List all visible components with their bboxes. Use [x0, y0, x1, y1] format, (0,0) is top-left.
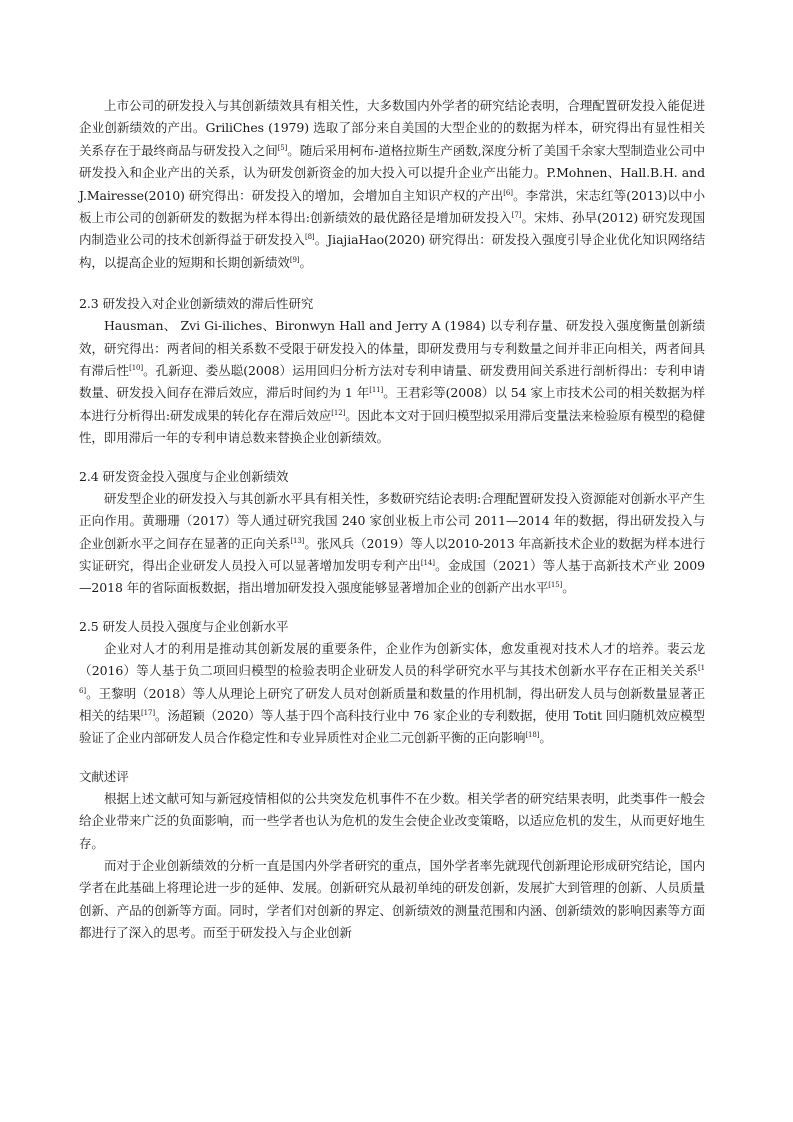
citation-ref: [14] — [420, 558, 435, 567]
citation-ref: [5] — [277, 143, 288, 152]
section-heading-2-3: 2.3 研发投入对企业创新绩效的滞后性研究 — [79, 296, 314, 312]
text-run: 。李常洪，宋志红等(2013)以中小板上市公司的创新研发的数据为样本得出:创新绩效的最优路径是增加研发投入 — [79, 187, 705, 226]
text-run: 。金成国（2021）等人基于高新技术产业 2009—2018 年的省际面板数据，指出增加研发投入强度能够显著增加企业的创新产出水平 — [79, 557, 705, 596]
text-run: 而对于企业创新绩效的分析一直是国内外学者研究的重点，国外学者率先就现代创新理论形成研究结论，国内学者在此基础上将理论进一步的延伸、发展。创新研究从最初单纯的研发创新，发展扩大到管理的创新、人员质量创新、产品的创新等方面。同时，学者们对创新的界定、创新绩效的测量范围和内涵、创新绩效的影响因素等方面都进行了深入的思考。而至于研发投入与企业创新 — [79, 857, 705, 941]
paragraph-review-2 — [79, 855, 705, 945]
text-run: 。汤超颖（2020）等人基于四个高科技行业中 76 家企业的专利数据，使用 Totit 回归随机效应模型验证了企业内部研发人员合作稳定性和专业异质性对企业二元创新平衡的正向影响 — [79, 707, 705, 746]
text-run: 上市公司的研发投入与其创新绩效具有相关性，大多数国内外学者的研究结论表明，合理配置研发投入能促进企业创新绩效的产出。GriliChes (1979) 选取了部分来自美国的大型企业的的数据为样本，研究得出有显性相关关系存在于最终商品与研发投入之间 — [79, 98, 705, 158]
citation-ref: [18] — [525, 731, 540, 740]
citation-ref: [9] — [289, 255, 300, 264]
paragraph-section-2-5 — [79, 638, 705, 750]
paragraph-section-2-4 — [79, 488, 705, 600]
section-heading-review: 文献述评 — [79, 768, 129, 784]
text-run: 。随后采用柯布-道格拉斯生产函数,深度分析了美国千余家大型制造业公司中研发投入和企业产出的关系，认为研发创新资金的加大投入可以提升企业产出能力。P.Mohnen、Hall.B.H. and J.Mairesse(2010) 研究得出：研发投入的增加，会增加自主知识产权的产出 — [79, 142, 706, 203]
citation-ref: [12] — [331, 408, 346, 417]
citation-ref: [15] — [548, 581, 563, 590]
citation-ref: [16] — [79, 664, 705, 695]
text-run: 根据上述文献可知与新冠疫情相似的公共突发危机事件不在少数。相关学者的研究结果表明，此类事件一般会给企业带来广泛的负面影响，而一些学者也认为危机的发生会使企业改变策略，以适应危机的发生，从而更好地生存。 — [79, 790, 705, 851]
citation-ref: [13] — [290, 536, 305, 545]
text-run: 。张风兵（2019）等人以2010-2013 年高新技术企业的数据为样本进行实证研究，得出企业研发人员投入可以显著增加发明专利产出 — [79, 535, 705, 573]
text-run: 。因此本文对于回归模型拟采用滞后变量法来检验原有模型的稳健性，即用滞后一年的专利申请总数来替换企业创新绩效。 — [79, 407, 705, 446]
paragraph-section-2-3 — [79, 315, 705, 449]
text-run: Hausman、 Zvi Gi-iliches、Bironwyn Hall and Jerry A (1984) 以专利存量、研发投入强度衡量创新绩效，研究得出：两者间的相关系数不受限于研发投入的体量，即研发费用与专利数量之间并非正向相关，两者间具有滞后性 — [79, 318, 705, 379]
text-run: 。孔新迎、娄丛聪(2008）运用回归分析方法对专利申请量、研发费用间关系进行剖析得出：专利申请数量、研发投入间存在滞后效应，滞后时间约为 1 年 — [79, 363, 705, 401]
section-heading-2-4: 2.4 研发资金投入强度与企业创新绩效 — [79, 468, 289, 484]
text-run: 。 — [299, 254, 312, 270]
citation-ref: [17] — [141, 708, 155, 717]
citation-ref: [8] — [304, 233, 315, 242]
citation-ref: [7] — [511, 211, 522, 220]
paragraph-intro — [79, 95, 705, 274]
citation-ref: [6] — [503, 188, 513, 197]
text-run: 。 — [562, 580, 575, 596]
paragraph-review-1 — [79, 788, 705, 855]
text-run: 。王君彩等(2008）以 54 家上市技术公司的相关数据为样本进行分析得出:研发成果的转化存在滞后效应 — [79, 385, 705, 423]
text-run: 。 — [539, 730, 552, 746]
citation-ref: [10] — [129, 364, 144, 373]
text-run: 企业对人才的利用是推动其创新发展的重要条件，企业作为创新实体，愈发重视对技术人才的培养。裴云龙（2016）等人基于负二项回归模型的检验表明企业研发人员的科学研究水平与其技术创新水平存在正相关关系 — [79, 640, 705, 679]
section-heading-2-5: 2.5 研发人员投入强度与企业创新水平 — [79, 618, 289, 634]
citation-ref: [11] — [369, 386, 384, 395]
text-run: 研发型企业的研发投入与其创新水平具有相关性，多数研究结论表明:合理配置研发投入资源能对创新水平产生正向作用。黄珊珊（2017）等人通过研究我国 240 家创业板上市公司 2011—2014 年的数据，得出研发投入与企业创新水平之间存在显著的正向关系 — [79, 490, 705, 551]
text-run: 。宋炜、孙早(2012) 研究发现国内制造业公司的技术创新得益于研发投入 — [79, 210, 705, 248]
text-run: 。JiajiaHao(2020) 研究得出：研发投入强度引导企业优化知识网络结构，以提高企业的短期和长期创新绩效 — [79, 232, 706, 270]
document-body — [79, 95, 705, 945]
text-run: 。王黎明（2018）等人从理论上研究了研发人员对创新质量和数量的作用机制，得出研发人员与创新数量显著正相关的结果 — [79, 685, 705, 723]
